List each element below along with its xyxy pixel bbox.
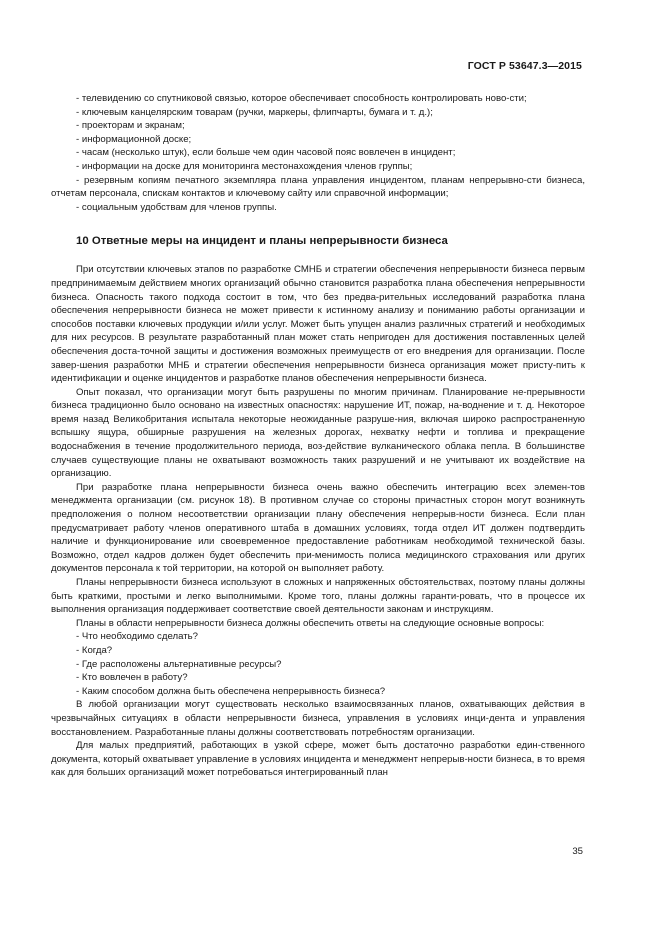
list-item: - часам (несколько штук), если больше чем один часовой пояс вовлечен в инцидент; — [76, 147, 456, 159]
question-item: - Когда? — [76, 644, 113, 656]
paragraph: Опыт показал, что организации могут быть разрушены по многим причинам. Планирование не-прерывности бизнеса традиционно было основано на известных опасностях: нарушение ИТ, пожар, на-воднение и т. д. Некоторое время назад Великобритания испытала некоторые неожиданные разруше-ния, включая широко распространенную вспышку ящура, обширные разрушения на железных дорогах, нехватку нефти и топлива и прекращение водоснабжения в течение продолжительного периода, воз-действие вулканического облака пепла. В большинстве случаев существующие планы не охватывают возможность таких разрушений и не учитывают их воздействие на организацию. — [51, 386, 585, 480]
paragraph: Планы в области непрерывности бизнеса должны обеспечить ответы на следующие основные вопросы: — [76, 617, 545, 629]
paragraph: При отсутствии ключевых этапов по разработке СМНБ и стратегии обеспечения непрерывности бизнеса первым предпринимаемым действием многих организаций обычно становится разработка плана обеспечения непрерывности бизнеса. Опасность такого подхода состоит в том, что без предва-рительных исследований разработка плана обеспечения непрерывности бизнеса не может привести к истинному анализу и пониманию работы организации и способов поставки ключевых продукции и/или услуг. Может быть упущен анализ различных стратегий и необходимых для них ресурсов. В результате разработанный план может стать непригоден для достижения поставленных целей обеспечения доста-точной защиты и достижения возможных преимуществ от его внедрения для организации. После завер-шения разработки МНБ и стратегии обеспечения непрерывности бизнеса организация может присту-пить к идентификации и оценке инцидентов и разработке планов обеспечения непрерывности бизнеса. — [51, 264, 585, 385]
list-item: - телевидению со спутниковой связью, которое обеспечивает способность контролировать ново-сти; — [76, 93, 527, 104]
paragraph: Для малых предприятий, работающих в узкой сфере, может быть достаточно разработки един-ственного документа, который охватывает управление в условиях инцидента и менеджмент непрерыв-ности бизнеса, в то время как для больших организаций может потребоваться интегрированный план — [51, 740, 585, 779]
paragraph: Планы непрерывности бизнеса используют в сложных и напряженных обстоятельствах, поэтому планы должны быть краткими, простыми и легко выполнимыми. Кроме того, планы должны гаранти-ровать, что в процессе их выполнения организация поддерживает соответствие своей деятельности законам и инструкциям. — [51, 577, 585, 616]
page-body — [51, 92, 585, 780]
standard-header: ГОСТ Р 53647.3—2015 — [467, 60, 582, 72]
list-item: - проекторам и экранам; — [76, 120, 185, 132]
paragraph: При разработке плана непрерывности бизнеса очень важно обеспечить интеграцию всех элемен-тов менеджмента организации (см. рисунок 18). В противном случае со стороны причастных сторон могут возникнуть предположения о полном несоответствии организации плану обеспечения непрерыв-ности бизнеса. Если план предусматривает работу членов оперативного штаба в домашних условиях, тогда отдел ИТ должен подтвердить наличие и функционирование или своевременное предоставление работникам необходимой технической базы. Возможно, отдел кадров должен будет обеспечить при-менимость полиса медицинского страхования или других документов персонала к той территории, на которой он выполняет работу. — [51, 481, 585, 575]
list-item: - информационной доске; — [76, 133, 192, 145]
paragraph: В любой организации могут существовать несколько взаимосвязанных планов, охватывающих действия в чрезвычайных ситуациях в области непрерывности бизнеса, управления в условиях инци-дента и управления восстановлением. Разработанные планы должны соответствовать потребностям организации. — [51, 699, 585, 738]
section-heading: 10 Ответные меры на инцидент и планы непрерывности бизнеса — [76, 235, 448, 248]
question-item: - Что необходимо сделать? — [76, 631, 198, 643]
list-item: - социальным удобствам для членов группы. — [76, 201, 277, 213]
list-item: - резервным копиям печатного экземпляра плана управления инцидентом, планам непрерывно-сти бизнеса, отчетам персонала, спискам контактов и ключевому сайту или справочной информации; — [51, 174, 585, 200]
page-number: 35 — [572, 846, 583, 857]
list-item: - информации на доске для мониторинга местонахождения членов группы; — [76, 160, 413, 172]
list-item: - ключевым канцелярским товарам (ручки, маркеры, флипчарты, бумага и т. д.); — [76, 106, 433, 118]
question-item: - Где расположены альтернативные ресурсы? — [76, 658, 282, 670]
question-item: - Каким способом должна быть обеспечена непрерывность бизнеса? — [76, 685, 386, 697]
question-item: - Кто вовлечен в работу? — [76, 672, 188, 684]
